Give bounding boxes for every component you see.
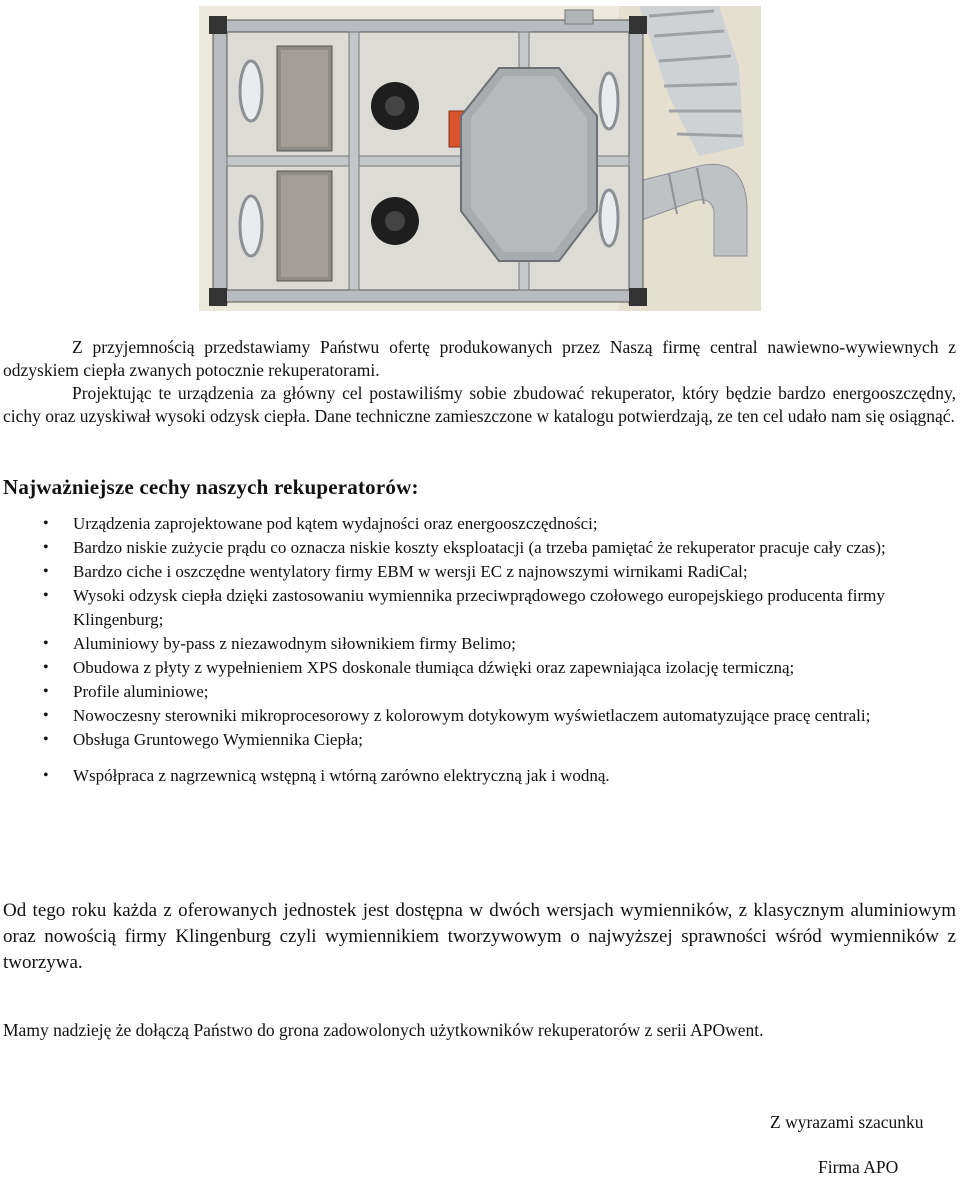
feature-text: Profile aluminiowe; bbox=[73, 682, 209, 701]
feature-text: Urządzenia zaprojektowane pod kątem wydajności oraz energooszczędności; bbox=[73, 514, 598, 533]
list-item bbox=[0, 680, 950, 704]
bullet-icon: • bbox=[43, 587, 49, 604]
bullet-icon: • bbox=[43, 731, 49, 748]
feature-text: Obudowa z płyty z wypełnieniem XPS doskonale tłumiąca dźwięki oraz zapewniająca izolację termiczną; bbox=[73, 658, 795, 677]
feature-text: Nowoczesny sterowniki mikroprocesorowy z kolorowym dotykowym wyświetlaczem automatyzujące pracę centrali; bbox=[73, 706, 871, 725]
bullet-icon: • bbox=[43, 515, 49, 532]
company-signature: Firma APO bbox=[818, 1157, 899, 1177]
list-item bbox=[0, 632, 950, 656]
bullet-icon: • bbox=[43, 539, 49, 556]
list-item bbox=[0, 728, 950, 752]
intro-text bbox=[3, 336, 956, 428]
feature-text: Współpraca z nagrzewnicą wstępną i wtórną zarówno elektryczną jak i wodną. bbox=[73, 766, 610, 785]
intro-paragraph-2: Projektując te urządzenia za główny cel postawiliśmy sobie zbudować rekuperator, który będzie bardzo energooszczędny, cichy oraz uzyskiwał wysoki odzysk ciepła. Dane techniczne zamieszczone w katalogu potwierdzają, ze ten cel udało nam się osiągnąć. bbox=[3, 383, 956, 426]
list-item bbox=[0, 512, 950, 536]
feature-text: Bardzo niskie zużycie prądu co oznacza niskie koszty eksploatacji (a trzeba pamiętać że rekuperator pracuje cały czas); bbox=[73, 538, 886, 557]
unit-illustration bbox=[199, 6, 761, 311]
bullet-icon: • bbox=[43, 635, 49, 652]
feature-text: Aluminiowy by-pass z niezawodnym siłownikiem firmy Belimo; bbox=[73, 634, 516, 653]
hope-paragraph: Mamy nadzieję że dołączą Państwo do grona zadowolonych użytkowników rekuperatorów z serii APOwent. bbox=[3, 1020, 764, 1040]
features-list bbox=[0, 512, 950, 788]
bullet-icon: • bbox=[43, 767, 49, 784]
intro-paragraph-1: Z przyjemnością przedstawiamy Państwu ofertę produkowanych przez Naszą firmę central nawiewno-wywiewnych z odzyskiem ciepła zwanych potocznie rekuperatorami. bbox=[3, 337, 956, 380]
list-item bbox=[0, 764, 950, 788]
list-item bbox=[0, 536, 950, 560]
list-item bbox=[0, 560, 950, 584]
heat-recovery-unit-photo bbox=[199, 6, 761, 311]
feature-text: Bardzo ciche i oszczędne wentylatory firmy EBM w wersji EC z najnowszymi wirnikami RadiCal; bbox=[73, 562, 748, 581]
versions-paragraph: Od tego roku każda z oferowanych jednostek jest dostępna w dwóch wersjach wymienników, z klasycznym aluminiowym oraz nowością firmy Klingenburg czyli wymiennikiem tworzywowym o najwyższej sprawności wśród wymienników z tworzywa. bbox=[3, 900, 956, 973]
closing-line: Z wyrazami szacunku bbox=[770, 1112, 924, 1132]
list-item bbox=[0, 584, 950, 632]
feature-text: Obsługa Gruntowego Wymiennika Ciepła; bbox=[73, 730, 363, 749]
feature-text: Wysoki odzysk ciepła dzięki zastosowaniu wymiennika przeciwprądowego czołowego europejskiego producenta firmy Klingenburg; bbox=[73, 586, 885, 629]
bullet-icon: • bbox=[43, 707, 49, 724]
bullet-icon: • bbox=[43, 659, 49, 676]
list-item bbox=[0, 704, 950, 728]
bullet-icon: • bbox=[43, 563, 49, 580]
bullet-icon: • bbox=[43, 683, 49, 700]
features-heading: Najważniejsze cechy naszych rekuperatorów: bbox=[3, 475, 419, 499]
list-item bbox=[0, 656, 950, 680]
top-spigot bbox=[565, 10, 593, 24]
